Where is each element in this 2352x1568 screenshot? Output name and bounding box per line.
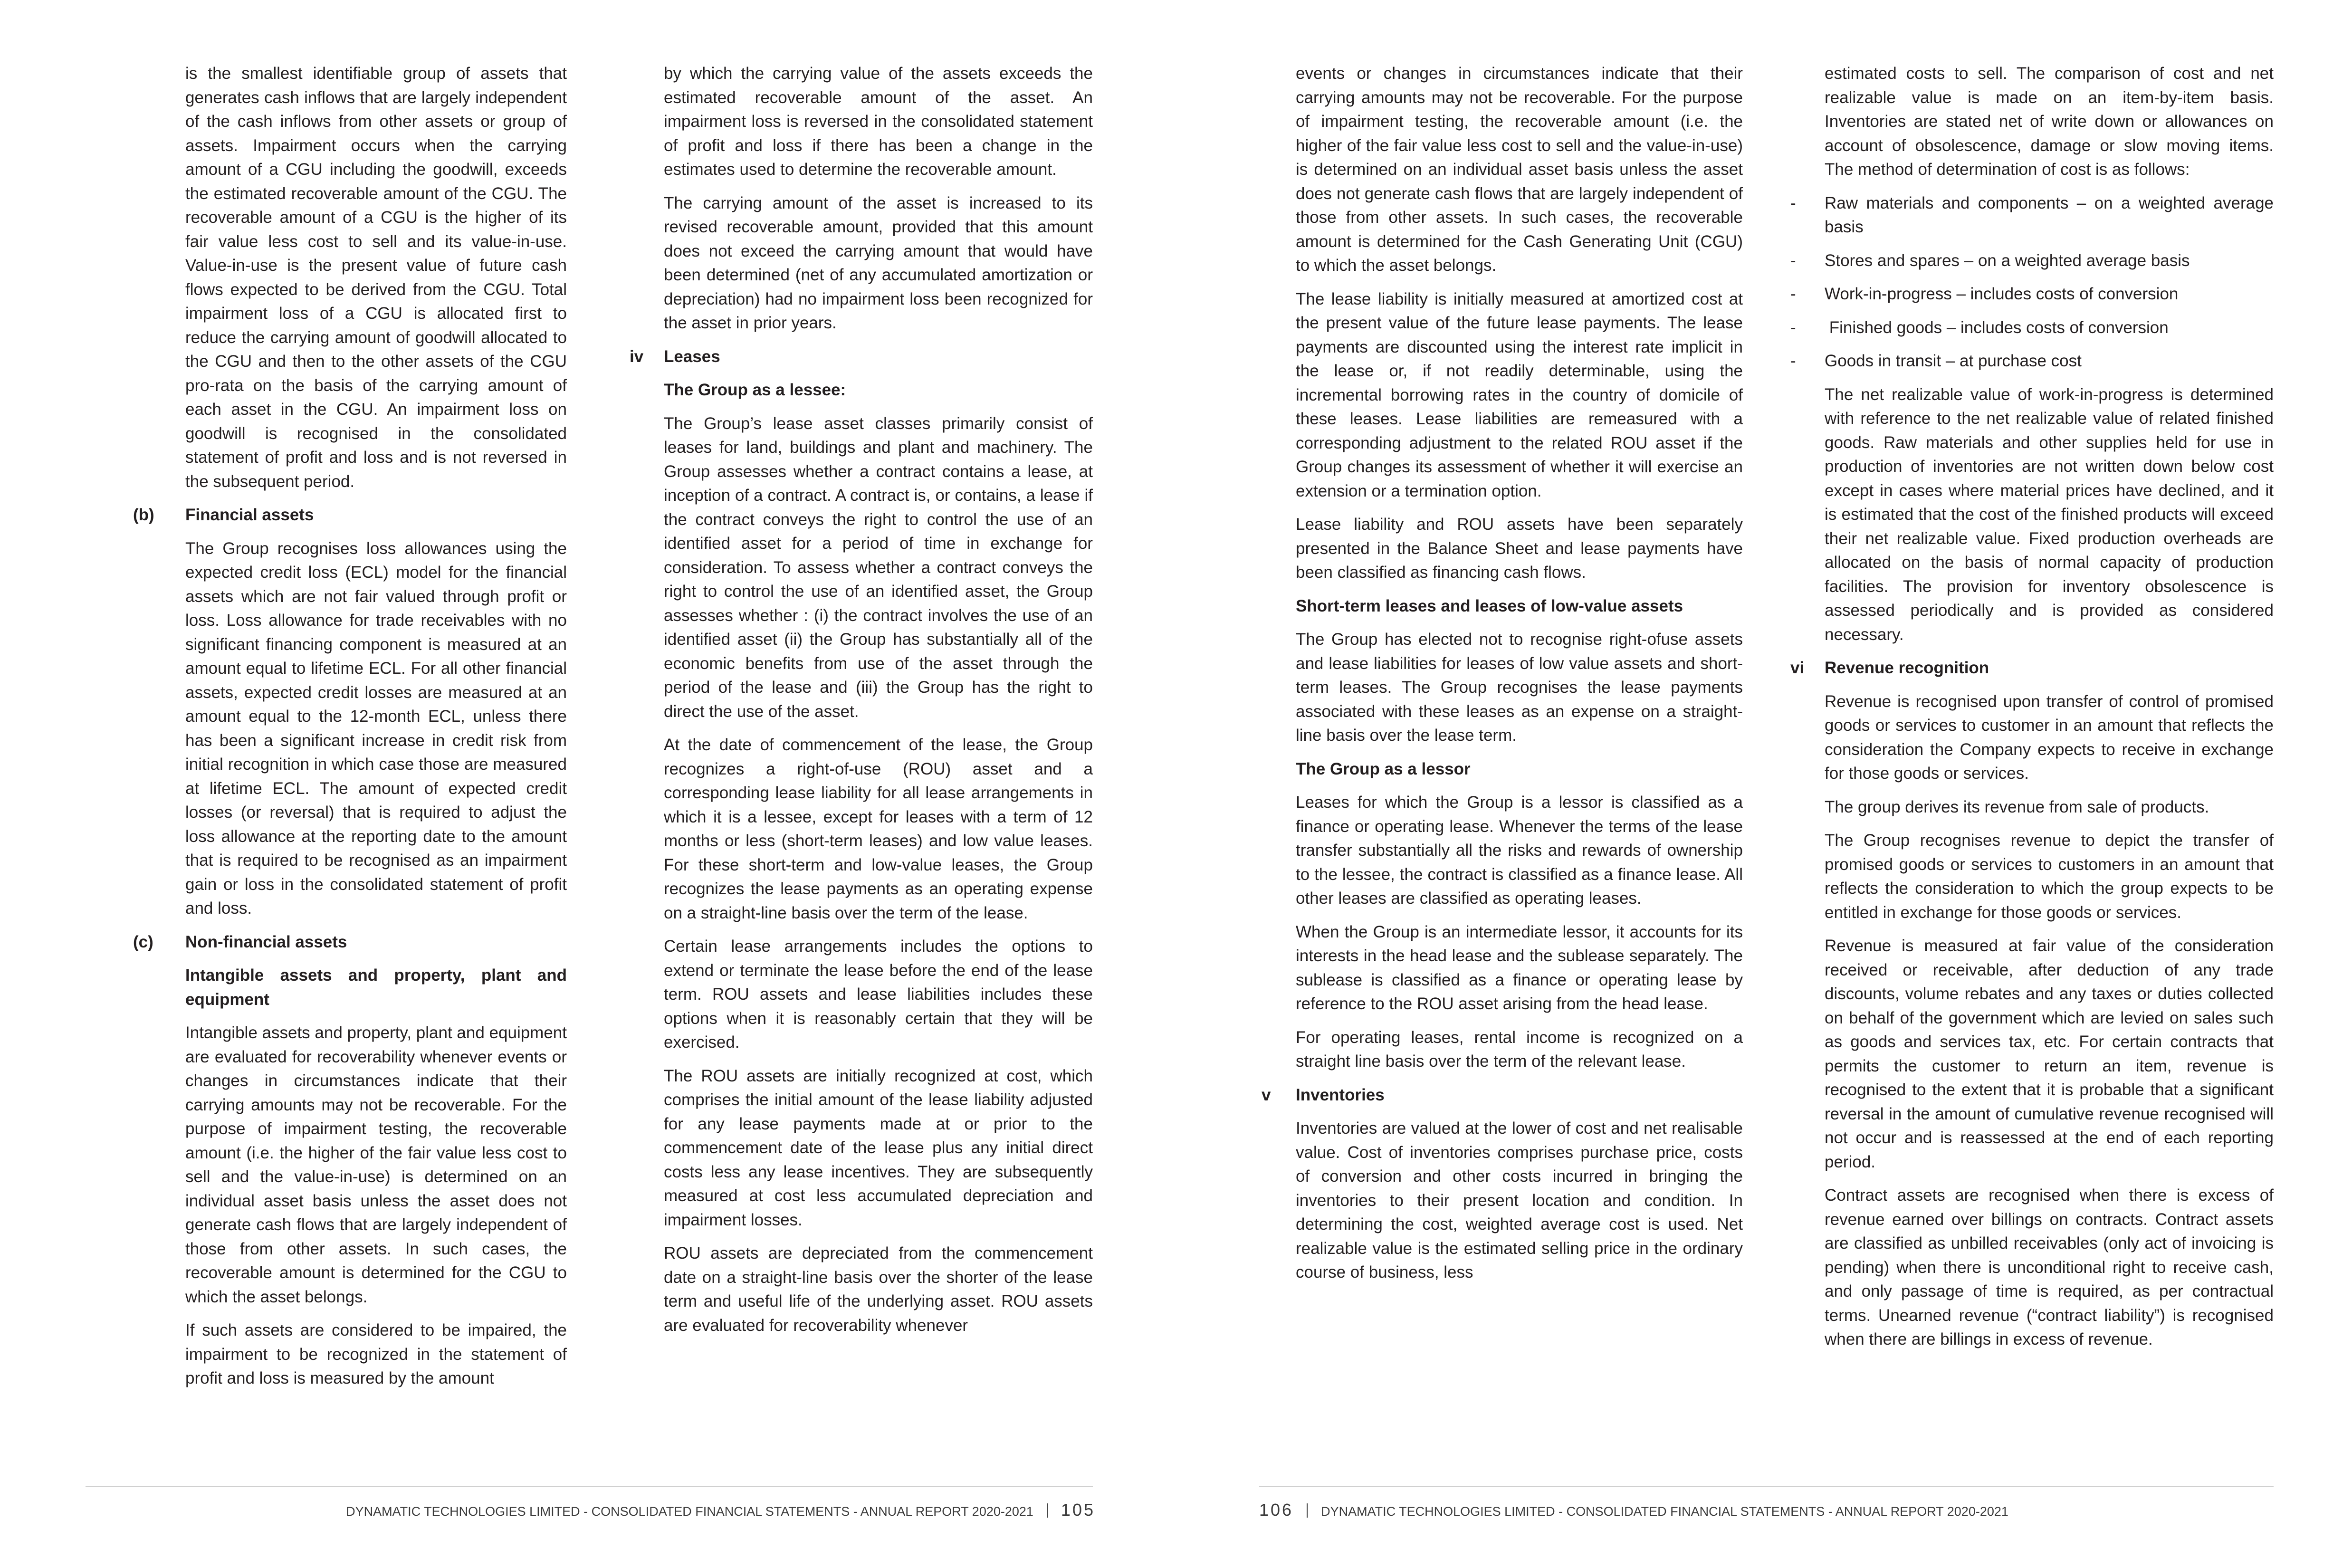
dash-bullet: - (1790, 251, 1796, 270)
footer-right (1259, 1501, 2008, 1521)
paragraph: The Group has elected not to recognise right-ofuse assets and lease liabilities for leases of low value assets and short-term leases. The Group recognises the lease payments associated with these leases as an expense on a straight-line basis over the lease term. (1296, 630, 1743, 745)
paragraph: At the date of commencement of the lease, the Group recognizes a right-of-use (ROU) asset and a corresponding lease liability for all lease arrangements in which it is a lessee, except for leases with a term of 12 months or less (short-term leases) and low value leases. For these short-term and low-value leases, the Group recognizes the lease payments as an operating expense on a straight-line basis over the term of the lease. (664, 736, 1093, 922)
paragraph: Intangible assets and property, plant and equipment are evaluated for recoverability whenever events or changes in circumstances indicate that their carrying amounts may not be recoverable. For the purpose of impairment testing, the recoverable amount (i.e. the higher of the fair value less cost to sell and the value-in-use) is determined on an individual asset basis unless the asset does not generate cash flows that are largely independent of those from other assets. In such cases, the recoverable amount is determined for the CGU to which the asset belongs. (185, 1023, 567, 1306)
section-heading-leases (630, 345, 1093, 369)
footer-text: DYNAMATIC TECHNOLOGIES LIMITED - CONSOLIDATED FINANCIAL STATEMENTS - ANNUAL REPORT 2020-2021 (346, 1504, 1033, 1519)
dash-bullet: - (1790, 193, 1796, 212)
subheading: Intangible assets and property, plant and equipment (185, 966, 567, 1009)
paragraph: The ROU assets are initially recognized at cost, which comprises the initial amount of the lease liability adjusted for any lease payments made at or prior to the commencement date of the lease plus any initial direct costs less any lease incentives. They are subsequently measured at cost less accumulated depreciation and impairment losses. (664, 1066, 1093, 1229)
list-item (1790, 191, 2274, 239)
paragraph: The Group recognises revenue to depict the transfer of promised goods or services to customers in an amount that reflects the consideration to which the group expects to be entitled in exchange for those goods or services. (1825, 831, 2274, 922)
section-heading-revenue-recognition (1790, 656, 2274, 680)
paragraph: The Group recognises loss allowances using the expected credit loss (ECL) model for the financial assets which are not fair valued through profit or loss. Loss allowance for trade receivables with no significant financing component is measured at an amount equal to lifetime ECL. For all other financial assets, expected credit losses are measured at an amount equal to the 12-month ECL, unless there has been a significant increase in credit risk from initial recognition in which case those are measured at lifetime ECL. The amount of expected credit losses (or reversal) that is required to adjust the loss allowance at the reporting date to the amount that is required to be recognised as an impairment gain or loss in the consolidated statement of profit and loss. (185, 539, 567, 918)
list-item-text: Raw materials and components – on a weighted average basis (1825, 193, 2274, 236)
paragraph: If such assets are considered to be impaired, the impairment to be recognized in the statement of profit and loss is measured by the amount (185, 1321, 567, 1387)
page-number: 106 (1259, 1500, 1294, 1520)
paragraph: The net realizable value of work-in-progress is determined with reference to the net realizable value of related finished goods. Raw materials and other supplies held for use in production of inventories are not written down below cost except in cases where material prices have declined, and it is estimated that the cost of the finished products will exceed their net realizable value. Fixed production overheads are allocated on the basis of normal capacity of production facilities. The provision for inventory obsolescence is assessed periodically and is provided as considered necessary. (1825, 385, 2274, 644)
paragraph: Contract assets are recognised when there is excess of revenue earned over billings on contracts. Contract assets are classified as unbilled receivables (only act of invoicing is pending) when there is unconditional right to receive cash, and only passage of time is required, as per contractual terms. Unearned revenue (“contract liability”) is recognised when there are billings in excess of revenue. (1825, 1186, 2274, 1348)
paragraph: events or changes in circumstances indicate that their carrying amounts may not be recoverable. For the purpose of impairment testing, the recoverable amount (i.e. the higher of the fair value less cost to sell and the value-in-use) is determined on an individual asset basis unless the asset does not generate cash flows that are largely independent of those from other assets. In such cases, the recoverable amount is determined for the Cash Generating Unit (CGU) to which the asset belongs. (1296, 64, 1743, 275)
paragraph: ROU assets are depreciated from the commencement date on a straight-line basis over the shorter of the lease term and useful life of the underlying asset. ROU assets are evaluated for recoverability whenever (664, 1244, 1093, 1335)
subheading: The Group as a lessor (1296, 759, 1471, 778)
footer-rule-right (1259, 1486, 2274, 1487)
list-item (1790, 349, 2274, 373)
list-item (1790, 249, 2274, 273)
column-4 (1790, 62, 2274, 1361)
section-title: Non-financial assets (185, 932, 347, 951)
column-3 (1262, 62, 1743, 1294)
section-title: Leases (664, 347, 720, 366)
section-title: Inventories (1296, 1085, 1385, 1104)
section-title: Revenue recognition (1825, 659, 1989, 677)
footer-text: DYNAMATIC TECHNOLOGIES LIMITED - CONSOLIDATED FINANCIAL STATEMENTS - ANNUAL REPORT 2020-2021 (1321, 1504, 2008, 1519)
paragraph: For operating leases, rental income is recognized on a straight line basis over the term of the relevant lease. (1296, 1028, 1743, 1071)
section-number: v (1262, 1085, 1271, 1104)
section-heading-non-financial-assets (133, 930, 567, 955)
list-item-text: Stores and spares – on a weighted average basis (1825, 251, 2190, 270)
paragraph: by which the carrying value of the assets exceeds the estimated recoverable amount of the asset. An impairment loss is reversed in the consolidated statement of profit and loss if there has been a change in the estimates used to determine the recoverable amount. (664, 64, 1093, 179)
list-item-text: Finished goods – includes costs of conversion (1825, 318, 2169, 337)
paragraph: is the smallest identifiable group of assets that generates cash inflows that are largely independent of the cash inflows from other assets or group of assets. Impairment occurs when the carrying amount of a CGU including the goodwill, exceeds the estimated recoverable amount of the CGU. The recoverable amount of a CGU is the higher of its fair value less cost to sell and its value-in-use. Value-in-use is the present value of future cash flows expected to be derived from the CGU. Total impairment loss of a CGU is allocated first to reduce the carrying amount of goodwill allocated to the CGU and then to the other assets of the CGU pro-rata on the basis of the carrying amount of each asset in the CGU. An impairment loss on goodwill is recognised in the consolidated statement of profit and loss and is not reversed in the subsequent period. (185, 64, 567, 491)
section-number: (b) (133, 506, 154, 524)
paragraph: When the Group is an intermediate lessor, it accounts for its interests in the head lease and the sublease separately. The sublease is classified as a finance or operating lease by reference to the ROU asset arising from the head lease. (1296, 922, 1743, 1013)
paragraph: Revenue is recognised upon transfer of control of promised goods or services to customer in an amount that reflects the consideration the Company expects to receive in exchange for those goods or services. (1825, 692, 2274, 783)
paragraph: Lease liability and ROU assets have been separately presented in the Balance Sheet and lease payments have been classified as financing cash flows. (1296, 515, 1743, 582)
page-number: 105 (1061, 1500, 1095, 1520)
cost-method-list (1790, 191, 2274, 373)
list-item-text: Work-in-progress – includes costs of conversion (1825, 285, 2179, 303)
paragraph: Certain lease arrangements includes the options to extend or terminate the lease before the end of the lease term. ROU assets and lease liabilities includes these options when it is reasonably certain that they will be exercised. (664, 937, 1093, 1052)
subheading: Short-term leases and leases of low-value assets (1296, 596, 1683, 615)
list-item (1790, 282, 2274, 306)
paragraph: The lease liability is initially measured at amortized cost at the present value of the future lease payments. The lease payments are discounted using the interest rate implicit in the lease or, if not readily determinable, using the incremental borrowing rates in the country of domicile of these leases. Lease liabilities are remeasured with a corresponding adjustment to the related ROU asset if the Group changes its assessment of whether it will exercise an extension or a termination option. (1296, 289, 1743, 500)
paragraph: Leases for which the Group is a lessor is classified as a finance or operating lease. Whenever the terms of the lease transfer substantially all the risks and rewards of ownership to the lessee, the contract is classified as a finance lease. All other leases are classified as operating leases. (1296, 793, 1743, 908)
section-title: Financial assets (185, 506, 314, 524)
footer-left (346, 1501, 1095, 1521)
list-item-text: Goods in transit – at purchase cost (1825, 352, 2082, 370)
paragraph: The carrying amount of the asset is increased to its revised recoverable amount, provided that this amount does not exceed the carrying amount that would have been determined (net of any accumulated amortization or depreciation) had no impairment loss been recognized for the asset in prior years. (664, 193, 1093, 332)
dash-bullet: - (1790, 285, 1796, 303)
footer-divider (1307, 1503, 1308, 1518)
column-2 (630, 62, 1093, 1347)
dash-bullet: - (1790, 318, 1796, 337)
section-number: iv (630, 347, 644, 366)
paragraph: The Group’s lease asset classes primarily consist of leases for land, buildings and plant and machinery. The Group assesses whether a contract contains a lease, at inception of a contract. A contract is, or contains, a lease if the contract conveys the right to control the use of an identified asset for a period of time in exchange for consideration. To assess whether a contract conveys the right to control the use of an identified asset, the Group assesses whether : (i) the contract involves the use of an identified asset (ii) the Group has substantially all of the economic benefits from use of the asset through the period of the lease and (iii) the Group has the right to direct the use of the asset. (664, 414, 1093, 721)
subheading: The Group as a lessee: (664, 381, 846, 399)
paragraph: Inventories are valued at the lower of cost and net realisable value. Cost of inventories comprises purchase price, costs of conversion and other costs incurred in bringing the inventories to their present location and condition. In determining the cost, weighted average cost is used. Net realizable value is the estimated selling price in the ordinary course of business, less (1296, 1119, 1743, 1281)
footer-rule-left (86, 1486, 1093, 1487)
paragraph: The group derives its revenue from sale of products. (1825, 797, 2209, 816)
dash-bullet: - (1790, 352, 1796, 370)
column-1 (133, 62, 567, 1400)
paragraph: Revenue is measured at fair value of the consideration received or receivable, after deduction of any trade discounts, volume rebates and any taxes or duties collected on behalf of the government which are levied on sales such as goods and services tax, etc. For certain contracts that permits the customer to return an item, revenue is recognised to the extent that it is probable that a significant reversal in the amount of cumulative revenue recognised will not occur and is reassessed at the end of each reporting period. (1825, 937, 2274, 1171)
list-item (1790, 316, 2274, 340)
section-number: (c) (133, 932, 153, 951)
section-number: vi (1790, 659, 1805, 677)
paragraph: estimated costs to sell. The comparison of cost and net realizable value is made on an item-by-item basis. Inventories are stated net of write down or allowances on account of obsolescence, damage or slow moving items. The method of determination of cost is as follows: (1825, 64, 2274, 179)
section-heading-inventories (1262, 1083, 1743, 1108)
section-heading-financial-assets (133, 503, 567, 527)
footer-divider (1047, 1503, 1048, 1518)
